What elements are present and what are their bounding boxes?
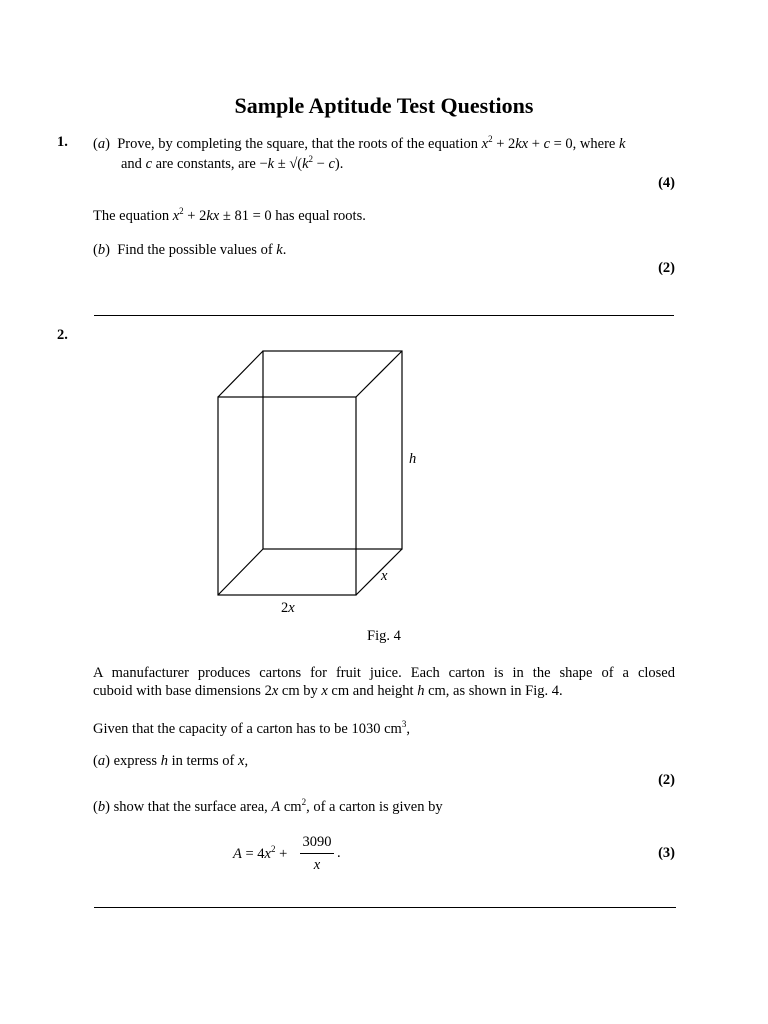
cuboid-edge	[218, 351, 263, 397]
text: cm by	[278, 683, 322, 699]
q1-part-b-label: b	[97, 242, 106, 258]
var-x: x	[238, 753, 245, 769]
q1-part-a-line1: (a) Prove, by completing the square, that the roots of the equation $x^2 + 2kx + c = 0$, where k	[93, 134, 626, 152]
exponent: 2	[301, 797, 307, 807]
var-k: k	[276, 242, 283, 258]
figure-label-x	[381, 568, 387, 585]
cuboid-back-face	[263, 351, 402, 549]
text: cm, as shown in Fig. 4.	[424, 683, 563, 699]
text: Given that the capacity of a carton has to be 1030 cm	[93, 720, 402, 737]
text: The equation	[93, 207, 173, 224]
question-1-number: 1.	[57, 134, 68, 150]
var-k: k	[267, 155, 275, 172]
var-kx: kx	[206, 207, 220, 224]
text: ,	[406, 720, 410, 737]
text: in terms of	[167, 753, 239, 769]
eq-part: = 0, where	[550, 135, 619, 152]
var-c: c	[145, 155, 152, 172]
var-k: k	[302, 155, 309, 172]
var-k: k	[618, 135, 626, 152]
text: show that the surface area,	[109, 798, 272, 815]
q2-part-b-marks: (3)	[658, 845, 675, 861]
text: Find the possible values of	[117, 242, 277, 258]
eq-part: + 2	[492, 135, 516, 152]
q2-description-line2	[93, 682, 675, 700]
text: ± 81 = 0 has equal roots.	[219, 207, 366, 224]
var-h: h	[160, 753, 168, 769]
exponent: 2	[270, 844, 276, 854]
text: .	[282, 242, 287, 258]
text: ± √(	[274, 155, 303, 172]
exponent: 2	[308, 154, 314, 164]
fraction-bar	[300, 853, 334, 854]
cuboid-edge	[356, 351, 402, 397]
formula-period: .	[337, 845, 341, 861]
question-2-number: 2.	[57, 327, 68, 343]
q1-part-a-marks: (4)	[658, 175, 675, 191]
var-c: c	[328, 155, 335, 172]
text: ,	[244, 753, 249, 769]
page-title: Sample Aptitude Test Questions	[234, 93, 534, 118]
q2-part-b-label: b	[97, 798, 106, 815]
var-c: c	[543, 135, 550, 152]
exponent: 3	[401, 719, 407, 729]
text: are constants, are −	[152, 155, 268, 172]
text: +	[275, 845, 288, 862]
cuboid-front-face	[218, 397, 356, 595]
text: , of a carton is given by	[306, 798, 443, 815]
formula-denominator	[302, 857, 332, 874]
var-x: x	[321, 683, 328, 699]
var-h: h	[409, 451, 417, 467]
var-x: x	[264, 845, 271, 862]
q2-capacity-statement	[93, 719, 410, 738]
var-x: x	[313, 857, 321, 873]
cuboid-edge	[218, 549, 263, 595]
text: cuboid with base dimensions 2	[93, 683, 272, 699]
q2-description	[93, 664, 675, 700]
q2-description-line1: A manufacturer produces cartons for fruit juice. Each carton is in the shape of a closed	[93, 665, 675, 681]
figure-caption: Fig. 4	[367, 628, 401, 644]
text: and	[121, 155, 146, 172]
text: ).	[334, 155, 344, 172]
var-x: x	[381, 568, 388, 584]
formula-lhs	[233, 844, 287, 863]
q1-part-a-label: a	[97, 135, 106, 152]
figure-label-2x	[281, 600, 295, 617]
text: express	[109, 753, 161, 769]
var-A: A	[233, 845, 242, 862]
q1-part-b: (b) Find the possible values of k.	[93, 242, 287, 258]
q2-part-a: (a) express h in terms of x,	[93, 753, 249, 769]
var-x: x	[481, 135, 489, 152]
cuboid-edge	[356, 549, 402, 595]
text: cm and height	[327, 683, 418, 699]
q2-part-a-marks: (2)	[658, 772, 675, 788]
q2-part-b: (b) show that the surface area, A $cm^2$, of a carton is given by	[93, 797, 443, 815]
var-kx: kx	[515, 135, 529, 152]
var-h: h	[417, 683, 425, 699]
formula-numerator: 3090	[302, 834, 332, 850]
text: = 4	[241, 845, 265, 862]
text: −	[313, 155, 329, 172]
divider	[94, 907, 676, 908]
exponent: 2	[488, 134, 493, 144]
q1-part-b-marks: (2)	[658, 260, 675, 276]
q2-part-a-label: a	[97, 753, 106, 769]
eq-part: +	[528, 135, 544, 152]
var-x: x	[288, 600, 295, 616]
text: 2	[281, 600, 289, 616]
text: cm	[280, 798, 302, 815]
figure-label-h	[409, 451, 416, 468]
q1-part-a-text: Prove, by completing the square, that the roots of the equation	[117, 135, 482, 152]
text: + 2	[183, 207, 207, 224]
var-A: A	[271, 798, 281, 815]
var-x: x	[172, 207, 180, 224]
exponent: 2	[179, 206, 184, 216]
var-x: x	[271, 683, 279, 699]
